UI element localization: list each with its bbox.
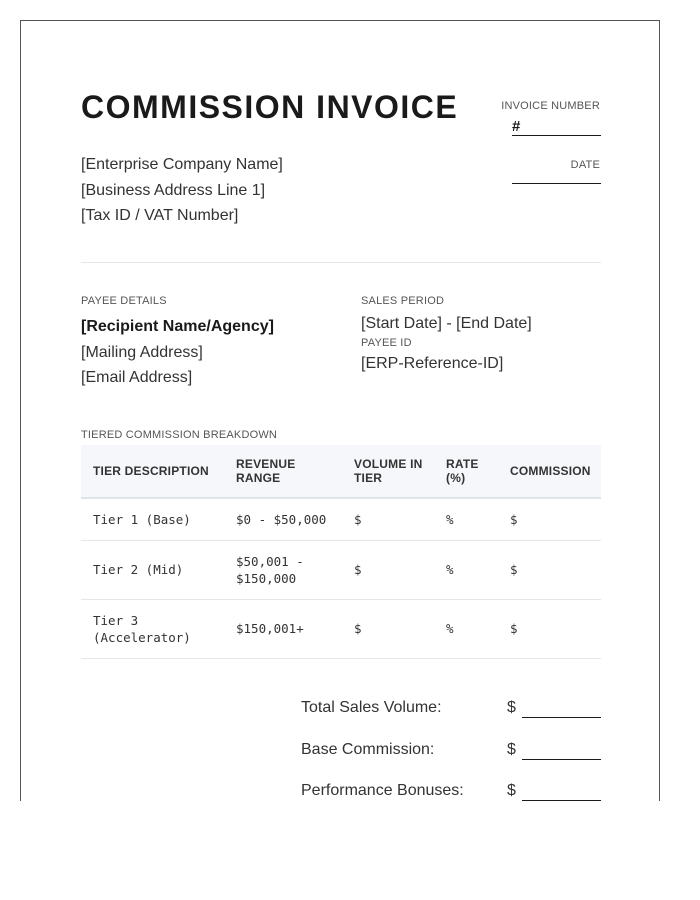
volume-in-tier[interactable]: $ bbox=[354, 621, 362, 636]
invoice-title: COMMISSION INVOICE bbox=[81, 89, 459, 125]
tier-description: Tier 3 (Accelerator) bbox=[93, 613, 191, 645]
payee-id-value: [ERP-Reference-ID] bbox=[361, 355, 504, 372]
base-commission-row bbox=[301, 741, 601, 783]
invoice-number-label: INVOICE NUMBER bbox=[501, 100, 600, 112]
column-header: TIER DESCRIPTION bbox=[93, 464, 209, 478]
currency-symbol: $ bbox=[507, 699, 516, 716]
payee-details-label: PAYEE DETAILS bbox=[81, 295, 167, 307]
rate-percent[interactable]: % bbox=[446, 562, 454, 577]
column-header: COMMISSION bbox=[510, 464, 591, 478]
commission-amount[interactable]: $ bbox=[510, 621, 518, 636]
payee-email: [Email Address] bbox=[81, 369, 193, 386]
total-sales-volume-row bbox=[301, 699, 601, 741]
performance-bonuses-field[interactable] bbox=[522, 800, 601, 801]
header-divider bbox=[81, 262, 601, 263]
base-commission-field[interactable] bbox=[522, 759, 601, 760]
tier-description: Tier 2 (Mid) bbox=[93, 562, 184, 577]
invoice-page bbox=[20, 20, 660, 801]
table-row bbox=[81, 541, 601, 600]
payee-id-label: PAYEE ID bbox=[361, 337, 412, 349]
total-label: Base Commission: bbox=[301, 740, 435, 758]
column-header: REVENUE RANGE bbox=[236, 457, 296, 485]
payee-mailing-address: [Mailing Address] bbox=[81, 343, 203, 361]
sales-period-label: SALES PERIOD bbox=[361, 295, 445, 307]
company-block bbox=[81, 152, 283, 229]
table-row bbox=[81, 499, 601, 541]
total-label: Performance Bonuses: bbox=[301, 782, 464, 799]
volume-in-tier[interactable]: $ bbox=[354, 562, 362, 577]
revenue-range: $0 - $50,000 bbox=[236, 512, 327, 527]
totals-block bbox=[301, 699, 601, 801]
rate-percent[interactable]: % bbox=[446, 512, 454, 527]
payee-name: [Recipient Name/Agency] bbox=[81, 318, 274, 335]
revenue-range: $50,001 - $150,000 bbox=[236, 554, 304, 586]
currency-symbol: $ bbox=[507, 740, 516, 758]
revenue-range: $150,001+ bbox=[236, 621, 304, 636]
sales-period-block bbox=[361, 295, 532, 374]
currency-symbol: $ bbox=[507, 782, 516, 799]
commission-table bbox=[81, 445, 601, 659]
performance-bonuses-row bbox=[301, 782, 601, 801]
rate-percent[interactable]: % bbox=[446, 621, 454, 636]
breakdown-label: TIERED COMMISSION BREAKDOWN bbox=[81, 429, 278, 441]
sales-period-value: [Start Date] - [End Date] bbox=[361, 315, 532, 332]
table-row bbox=[81, 600, 601, 659]
company-name: [Enterprise Company Name] bbox=[81, 156, 283, 173]
table-header bbox=[81, 445, 601, 499]
column-header: VOLUME IN TIER bbox=[354, 457, 423, 485]
company-tax-id: [Tax ID / VAT Number] bbox=[81, 207, 239, 224]
total-sales-volume-field[interactable] bbox=[522, 717, 601, 718]
total-label: Total Sales Volume: bbox=[301, 699, 442, 716]
tier-description: Tier 1 (Base) bbox=[93, 512, 191, 527]
invoice-number-field[interactable]: # bbox=[512, 119, 601, 136]
date-label: DATE bbox=[570, 159, 600, 171]
column-header: RATE (%) bbox=[446, 457, 479, 485]
volume-in-tier[interactable]: $ bbox=[354, 512, 362, 527]
commission-amount[interactable]: $ bbox=[510, 562, 518, 577]
commission-amount[interactable]: $ bbox=[510, 512, 518, 527]
payee-details bbox=[81, 295, 274, 391]
date-field[interactable] bbox=[512, 183, 601, 184]
company-address: [Business Address Line 1] bbox=[81, 181, 266, 199]
